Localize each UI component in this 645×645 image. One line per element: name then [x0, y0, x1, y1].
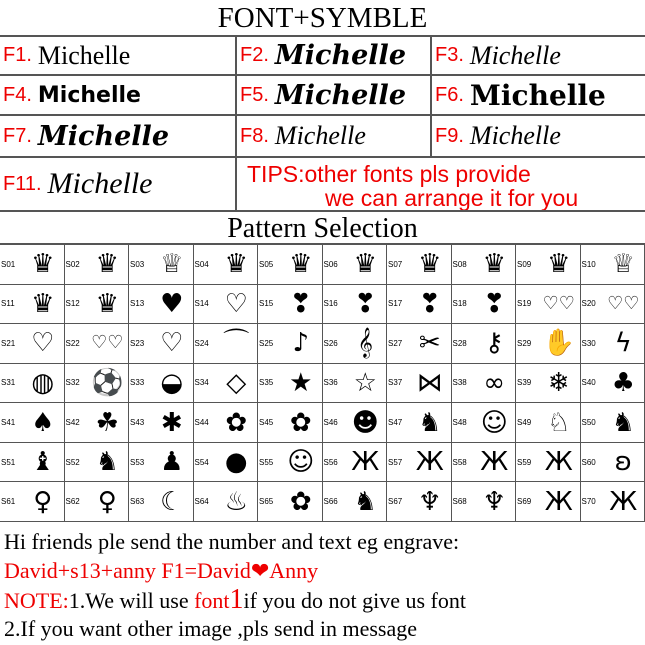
- pattern-cell[interactable]: [581, 285, 645, 325]
- pattern-cell[interactable]: [387, 245, 452, 285]
- crown-icon: ♛: [418, 249, 442, 280]
- instruction-line: 2.If you want other image ,pls send in message: [4, 616, 418, 641]
- pattern-code: S16: [323, 299, 338, 309]
- pattern-code: S46: [323, 418, 338, 428]
- two-hearts-icon: ❣: [354, 288, 377, 319]
- pattern-cell[interactable]: [452, 285, 517, 325]
- font-sample: Michelle: [274, 40, 406, 71]
- pattern-cell[interactable]: [65, 403, 130, 443]
- pattern-code: S32: [65, 378, 80, 388]
- pattern-code: S34: [194, 378, 209, 388]
- pattern-cell[interactable]: [387, 364, 452, 404]
- section-title: Pattern Selection: [0, 212, 645, 245]
- lips-icon: ◒: [160, 367, 184, 398]
- basketball-icon: ◍: [31, 367, 55, 398]
- pattern-cell[interactable]: [129, 285, 194, 325]
- bow-outline-icon: ∞: [483, 367, 506, 398]
- star-icon: ★: [289, 367, 313, 398]
- pattern-code: S50: [581, 418, 596, 428]
- pattern-code: S69: [517, 497, 532, 507]
- maple-leaf-icon: ♠: [31, 407, 55, 438]
- soccer-ball-icon: ⚽: [91, 367, 124, 398]
- bow-icon: ⋈: [416, 367, 443, 398]
- pattern-cell[interactable]: [0, 482, 65, 522]
- pattern-cell[interactable]: [65, 285, 130, 325]
- pattern-code: S64: [194, 497, 209, 507]
- pattern-code: S54: [194, 457, 209, 467]
- star-outline-icon: ☆: [353, 367, 377, 398]
- cow-icon: ☺: [480, 407, 508, 438]
- pattern-code: S27: [388, 338, 403, 348]
- elephant-icon: ♞: [418, 407, 442, 438]
- pattern-code: S30: [581, 338, 596, 348]
- pattern-cell[interactable]: [194, 443, 259, 483]
- pattern-code: S29: [517, 338, 532, 348]
- font-label: F2.: [240, 44, 269, 66]
- pattern-cell[interactable]: [65, 245, 130, 285]
- pattern-code: S17: [388, 299, 403, 309]
- pattern-cell[interactable]: [452, 245, 517, 285]
- pattern-cell[interactable]: [0, 245, 65, 285]
- pattern-code: S68: [452, 497, 467, 507]
- font-sample: Michelle: [274, 79, 406, 111]
- pattern-code: S39: [517, 378, 532, 388]
- note-font: font: [194, 588, 230, 613]
- pattern-code: S61: [1, 497, 16, 507]
- pattern-code: S42: [65, 418, 80, 428]
- font-label: F7.: [3, 124, 32, 147]
- pattern-cell[interactable]: [387, 403, 452, 443]
- bunny-icon: ♝: [31, 447, 55, 478]
- pattern-code: S24: [194, 338, 209, 348]
- diamond-icon: ◇: [226, 367, 247, 398]
- cat-icon: ♞: [611, 407, 635, 438]
- font-label: F3.: [435, 44, 464, 66]
- pattern-code: S55: [259, 457, 274, 467]
- pattern-cell[interactable]: [516, 443, 581, 483]
- pattern-code: S35: [259, 378, 274, 388]
- clover-icon: ☘: [95, 407, 119, 438]
- instructions: [4, 527, 644, 643]
- pattern-code: S62: [65, 497, 80, 507]
- monkey-icon: ☻: [351, 407, 379, 438]
- swan-icon: ♆: [418, 486, 442, 517]
- pattern-cell[interactable]: [323, 443, 388, 483]
- font-option[interactable]: [432, 116, 645, 156]
- crown-icon: ♛: [31, 288, 55, 319]
- cat-icon: ♞: [353, 486, 377, 517]
- heart-icon: ♥: [160, 288, 184, 319]
- leaf-icon: ✱: [160, 407, 183, 438]
- pattern-cell[interactable]: [0, 285, 65, 325]
- crown-icon: ♛: [289, 249, 313, 280]
- pattern-cell[interactable]: [581, 364, 645, 404]
- heart-outline-icon: ♡: [160, 328, 184, 359]
- butterfly-icon: Ж: [544, 447, 573, 478]
- pattern-cell[interactable]: [194, 364, 259, 404]
- pattern-code: S10: [581, 259, 596, 269]
- pattern-cell[interactable]: [194, 403, 259, 443]
- pattern-code: S22: [65, 338, 80, 348]
- crown-icon: ♛: [353, 249, 377, 280]
- pattern-cell[interactable]: [194, 482, 259, 522]
- pattern-cell[interactable]: [129, 245, 194, 285]
- pattern-cell[interactable]: [323, 285, 388, 325]
- pattern-cell[interactable]: [194, 285, 259, 325]
- pattern-code: S33: [130, 378, 145, 388]
- pattern-code: S09: [517, 259, 532, 269]
- lightning-icon: ϟ: [614, 328, 632, 359]
- paw-icon: ✋: [542, 328, 575, 359]
- cat-icon: ♞: [95, 447, 119, 478]
- butterfly-icon: Ж: [544, 486, 573, 517]
- mouse-icon: ●: [224, 447, 248, 478]
- flower-icon: ✿: [289, 486, 312, 517]
- crown-icon: ♛: [482, 249, 506, 280]
- pattern-cell[interactable]: [323, 324, 388, 364]
- pattern-code: S38: [452, 378, 467, 388]
- pattern-code: S41: [1, 418, 16, 428]
- pattern-cell[interactable]: [194, 324, 259, 364]
- font-label: F6.: [435, 83, 464, 106]
- pattern-code: S20: [581, 299, 596, 309]
- pattern-code: S28: [452, 338, 467, 348]
- note-text: if you do not give us font: [243, 588, 466, 613]
- pattern-cell[interactable]: [0, 403, 65, 443]
- pattern-code: S23: [130, 338, 145, 348]
- pattern-code: S19: [517, 299, 532, 309]
- butterfly-icon: Ж: [609, 486, 638, 517]
- instruction-line: Hi friends ple send the number and text eg engrave:: [4, 529, 460, 554]
- heart-outline-icon: ♡: [224, 288, 248, 319]
- pattern-cell[interactable]: [258, 245, 323, 285]
- pattern-cell[interactable]: [129, 443, 194, 483]
- pattern-cell[interactable]: [65, 324, 130, 364]
- flame-icon: ♨: [224, 486, 248, 517]
- pattern-cell[interactable]: [581, 245, 645, 285]
- font-option[interactable]: [237, 116, 432, 156]
- tips-line: we can arrange it for you: [325, 185, 579, 210]
- pattern-cell[interactable]: [0, 324, 65, 364]
- pattern-code: S15: [259, 299, 274, 309]
- rose-icon: ✿: [289, 407, 312, 438]
- pattern-cell[interactable]: [387, 324, 452, 364]
- pattern-cell[interactable]: [581, 324, 645, 364]
- font-option[interactable]: [0, 116, 237, 156]
- pattern-cell[interactable]: [129, 324, 194, 364]
- font-label: F9.: [435, 124, 464, 147]
- font-row: [0, 158, 645, 212]
- rabbit-icon: ♘: [547, 407, 571, 438]
- font-label: F8.: [240, 124, 269, 147]
- pattern-cell[interactable]: [258, 403, 323, 443]
- crown-outline-icon: ♕: [160, 249, 184, 280]
- pattern-code: S49: [517, 418, 532, 428]
- font-option[interactable]: [432, 37, 645, 74]
- butterfly-icon: Ж: [351, 447, 380, 478]
- tree-icon: ♣: [611, 367, 635, 398]
- pattern-code: S43: [130, 418, 145, 428]
- font-sample: Michelle: [37, 82, 141, 108]
- pattern-code: S65: [259, 497, 274, 507]
- rainbow-icon: ⌒: [223, 328, 250, 359]
- pattern-code: S04: [194, 259, 209, 269]
- font-row: [0, 37, 645, 76]
- crown-icon: ♛: [95, 288, 119, 319]
- two-hearts-icon: ❣: [289, 288, 312, 319]
- two-hearts-outline-icon: ♡♡: [607, 292, 640, 314]
- two-hearts-icon: ❣: [483, 288, 506, 319]
- font-sample: Michelle: [469, 40, 561, 70]
- font-option[interactable]: [237, 76, 432, 114]
- tips-box: [237, 158, 645, 210]
- kitty-icon: ☺: [287, 447, 315, 478]
- two-hearts-outline-icon: ♡♡: [91, 332, 124, 354]
- pattern-code: S05: [259, 259, 274, 269]
- pattern-cell[interactable]: [65, 364, 130, 404]
- pattern-code: S63: [130, 497, 145, 507]
- pattern-code: S59: [517, 457, 532, 467]
- pattern-code: S07: [388, 259, 403, 269]
- pattern-cell[interactable]: [323, 403, 388, 443]
- music-note-icon: ♪: [292, 328, 310, 359]
- pattern-cell[interactable]: [65, 482, 130, 522]
- moon-icon: ☾: [160, 486, 184, 517]
- pattern-code: S01: [1, 259, 16, 269]
- pattern-code: S26: [323, 338, 338, 348]
- pattern-cell[interactable]: [129, 364, 194, 404]
- two-hearts-icon: ❣: [418, 288, 441, 319]
- pattern-code: S52: [65, 457, 80, 467]
- font-option[interactable]: [432, 76, 645, 114]
- font-option[interactable]: [0, 76, 237, 114]
- key-icon: ⚷: [484, 328, 504, 359]
- pattern-code: S13: [130, 299, 145, 309]
- pattern-code: S66: [323, 497, 338, 507]
- pattern-code: S48: [452, 418, 467, 428]
- swan-icon: ♆: [482, 486, 506, 517]
- note-label: NOTE:: [4, 588, 69, 613]
- pattern-cell[interactable]: [516, 364, 581, 404]
- pattern-code: S40: [581, 378, 596, 388]
- font-row: [0, 76, 645, 116]
- pattern-grid: [0, 245, 645, 522]
- boy-icon: ♟: [160, 447, 184, 478]
- pattern-cell[interactable]: [258, 364, 323, 404]
- pattern-code: S53: [130, 457, 145, 467]
- font-sample: Michelle: [37, 120, 169, 152]
- pattern-code: S18: [452, 299, 467, 309]
- pattern-code: S12: [65, 299, 80, 309]
- pattern-cell[interactable]: [452, 443, 517, 483]
- pattern-cell[interactable]: [452, 482, 517, 522]
- crown-icon: ♛: [547, 249, 571, 280]
- treble-clef-icon: 𝄞: [357, 328, 373, 359]
- font-sample: Michelle: [274, 121, 366, 150]
- note-line: [4, 585, 644, 614]
- example-line: David+s13+anny F1=David❤Anny: [4, 558, 319, 583]
- pattern-cell[interactable]: [387, 482, 452, 522]
- page-title: FONT+SYMBLE: [0, 0, 645, 37]
- scissors-icon: ✂: [418, 328, 441, 359]
- pattern-cell[interactable]: [516, 324, 581, 364]
- pattern-cell[interactable]: [387, 443, 452, 483]
- pattern-cell[interactable]: [452, 403, 517, 443]
- pattern-code: S02: [65, 259, 80, 269]
- pattern-code: S06: [323, 259, 338, 269]
- pattern-cell[interactable]: [516, 482, 581, 522]
- font-sample: Michelle: [469, 121, 561, 150]
- pattern-cell[interactable]: [194, 245, 259, 285]
- pattern-code: S47: [388, 418, 403, 428]
- pattern-cell[interactable]: [0, 364, 65, 404]
- pattern-cell[interactable]: [65, 443, 130, 483]
- note-text: 1.We will use: [68, 588, 195, 613]
- note-font-number: 1: [229, 584, 244, 615]
- heart-outline-icon: ♡: [31, 328, 55, 359]
- font-option[interactable]: [237, 37, 432, 74]
- pattern-code: S45: [259, 418, 274, 428]
- pattern-code: S70: [581, 497, 596, 507]
- crown-icon: ♛: [95, 249, 119, 280]
- crown-outline-icon: ♕: [611, 249, 635, 280]
- font-sample: Michelle: [47, 167, 153, 200]
- pattern-cell[interactable]: [258, 285, 323, 325]
- pattern-cell[interactable]: [258, 443, 323, 483]
- tips-line: TIPS:other fonts pls provide: [247, 161, 531, 187]
- pattern-code: S37: [388, 378, 403, 388]
- butterfly-icon: Ж: [480, 447, 509, 478]
- pattern-cell[interactable]: [323, 482, 388, 522]
- dancer-icon: ♀: [97, 486, 117, 517]
- pattern-code: S67: [388, 497, 403, 507]
- pattern-cell[interactable]: [129, 403, 194, 443]
- pattern-cell[interactable]: [452, 364, 517, 404]
- pattern-code: S25: [259, 338, 274, 348]
- font-sample: Michelle: [469, 78, 606, 112]
- font-option[interactable]: [0, 37, 237, 74]
- font-label: F11.: [3, 172, 42, 195]
- font-row: [0, 116, 645, 158]
- pattern-code: S60: [581, 457, 596, 467]
- pattern-cell[interactable]: [129, 482, 194, 522]
- font-label: F1.: [3, 44, 32, 66]
- pattern-cell[interactable]: [516, 403, 581, 443]
- pattern-cell[interactable]: [516, 285, 581, 325]
- font-sample: Michelle: [37, 40, 131, 70]
- crown-icon: ♛: [224, 249, 248, 280]
- pattern-cell[interactable]: [581, 403, 645, 443]
- rose-icon: ✿: [225, 407, 248, 438]
- pattern-cell[interactable]: [581, 443, 645, 483]
- pattern-cell[interactable]: [452, 324, 517, 364]
- pattern-cell[interactable]: [258, 324, 323, 364]
- pattern-cell[interactable]: [323, 245, 388, 285]
- font-label: F5.: [240, 83, 269, 106]
- two-hearts-outline-icon: ♡♡: [542, 292, 575, 314]
- pattern-cell[interactable]: [581, 482, 645, 522]
- pattern-code: S14: [194, 299, 209, 309]
- pattern-code: S51: [1, 457, 16, 467]
- pattern-code: S08: [452, 259, 467, 269]
- pattern-code: S58: [452, 457, 467, 467]
- snowflake-icon: ❄: [547, 367, 570, 398]
- butterfly-icon: Ж: [415, 447, 444, 478]
- pattern-cell[interactable]: [0, 443, 65, 483]
- crown-icon: ♛: [31, 249, 55, 280]
- butterfly-outline-icon: ʚ: [614, 447, 632, 478]
- pattern-code: S44: [194, 418, 209, 428]
- pattern-code: S11: [1, 299, 15, 309]
- pattern-cell[interactable]: [387, 285, 452, 325]
- pattern-code: S36: [323, 378, 338, 388]
- pattern-cell[interactable]: [516, 245, 581, 285]
- pattern-cell[interactable]: [323, 364, 388, 404]
- font-option[interactable]: [0, 158, 237, 210]
- font-label: F4.: [3, 83, 32, 106]
- ballerina-icon: ♀: [33, 486, 53, 517]
- pattern-code: S03: [130, 259, 145, 269]
- pattern-code: S21: [1, 338, 16, 348]
- pattern-code: S56: [323, 457, 338, 467]
- pattern-code: S31: [1, 378, 16, 388]
- pattern-code: S57: [388, 457, 403, 467]
- pattern-cell[interactable]: [258, 482, 323, 522]
